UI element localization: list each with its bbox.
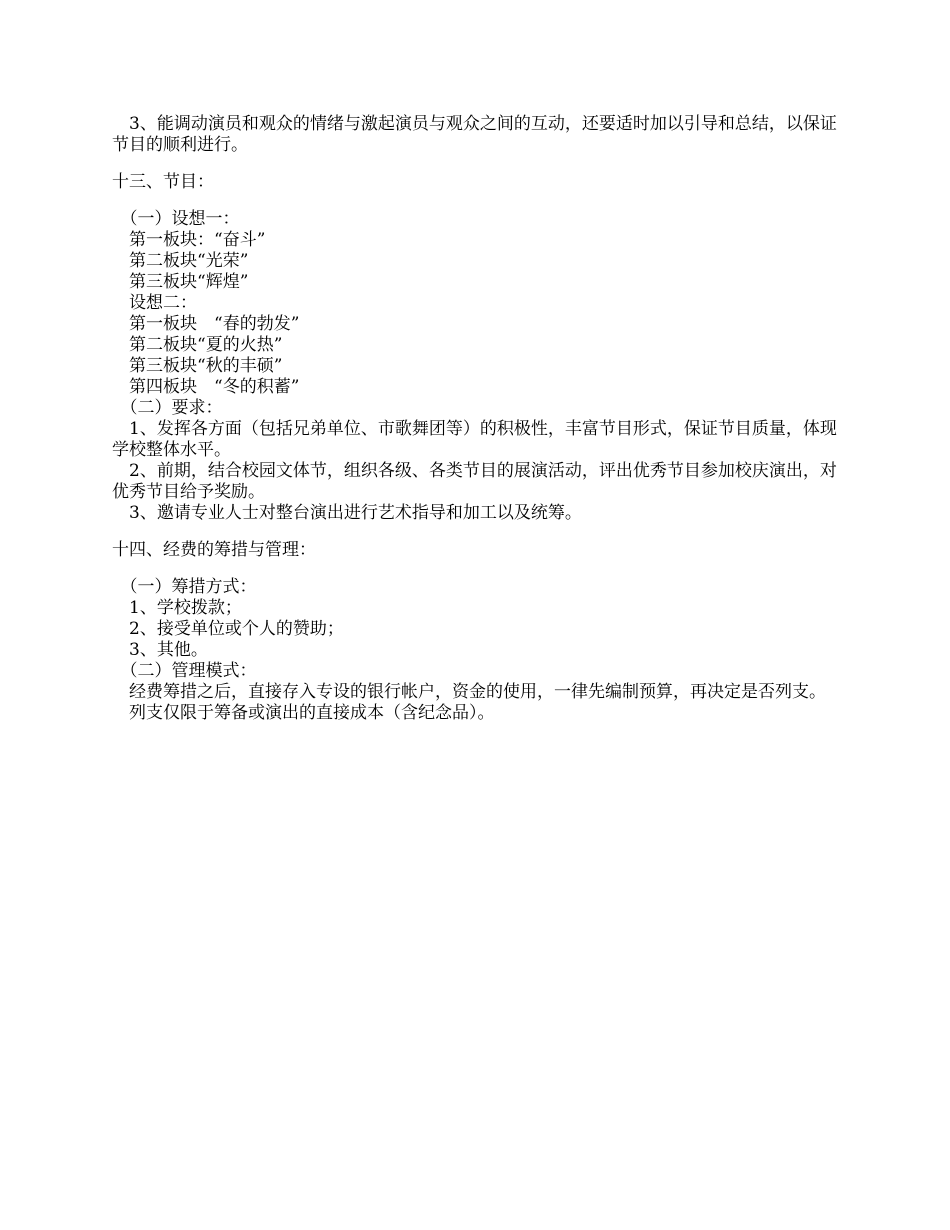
paragraph: 第三板块“秋的丰硕” <box>112 356 283 376</box>
paragraph: 十四、经费的筹措与管理： <box>112 540 316 560</box>
paragraph: 3、能调动演员和观众的情绪与激起演员与观众之间的互动，还要适时加以引导和总结，以保证节目的顺利进行。 <box>112 114 837 155</box>
paragraph: 第一板块：“奋斗” <box>112 230 266 250</box>
paragraph: 第四板块 “冬的积蓄” <box>112 377 300 397</box>
paragraph-gap <box>112 193 838 209</box>
paragraph: 第一板块 “春的勃发” <box>112 314 300 334</box>
paragraph: 1、学校拨款； <box>112 598 242 618</box>
paragraph-gap <box>112 524 838 540</box>
paragraph: 列支仅限于筹备或演出的直接成本（含纪念品）。 <box>112 703 495 723</box>
paragraph: 2、前期，结合校园文体节，组织各级、各类节目的展演活动，评出优秀节目参加校庆演出，对优秀节目给予奖励。 <box>112 461 837 502</box>
paragraph: 第二板块“光荣” <box>112 251 249 271</box>
document-body <box>112 114 838 724</box>
paragraph: （二）管理模式： <box>112 661 257 681</box>
paragraph: （一）筹措方式： <box>112 577 257 597</box>
paragraph: 2、接受单位或个人的赞助； <box>112 619 344 639</box>
paragraph: 经费筹措之后，直接存入专设的银行帐户，资金的使用，一律先编制预算，再决定是否列支。 <box>112 682 826 702</box>
paragraph: 3、邀请专业人士对整台演出进行艺术指导和加工以及统筹。 <box>112 503 582 523</box>
paragraph: （二）要求： <box>112 398 223 418</box>
paragraph-gap <box>112 561 838 577</box>
paragraph: 设想二： <box>112 293 197 313</box>
paragraph: 第二板块“夏的火热” <box>112 335 283 355</box>
paragraph-gap <box>112 156 838 172</box>
paragraph: 第三板块“辉煌” <box>112 272 249 292</box>
paragraph: 3、其他。 <box>112 640 208 660</box>
paragraph: （一）设想一： <box>112 209 240 229</box>
paragraph: 1、发挥各方面（包括兄弟单位、市歌舞团等）的积极性，丰富节目形式，保证节目质量，体现学校整体水平。 <box>112 419 837 460</box>
paragraph: 十三、节目： <box>112 172 214 192</box>
